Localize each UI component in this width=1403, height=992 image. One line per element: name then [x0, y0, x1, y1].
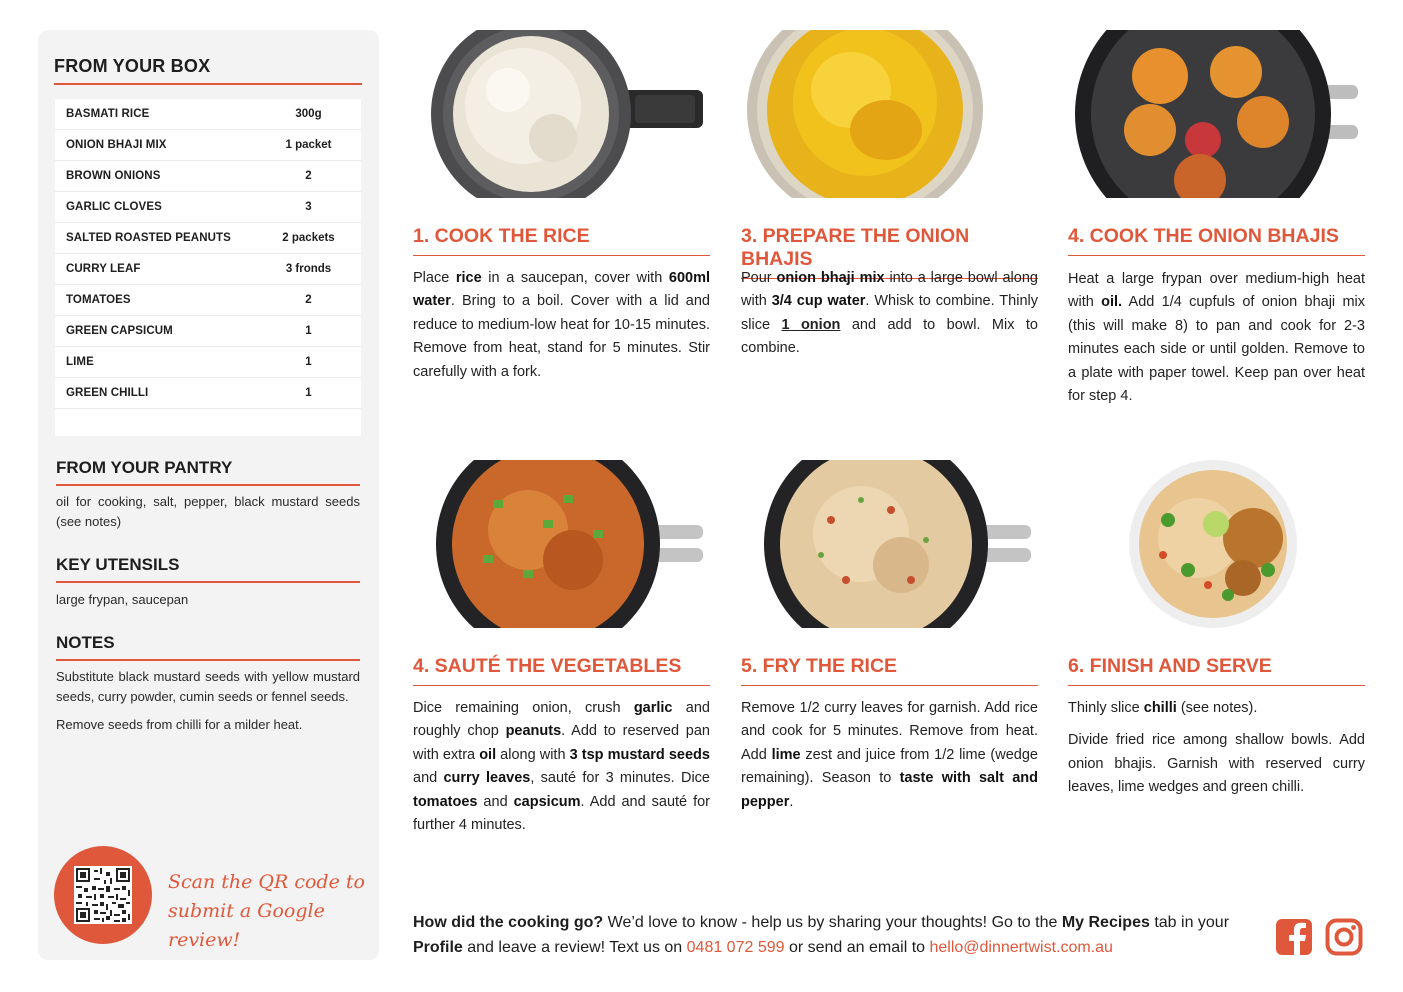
ingredient-name: CURRY LEAF — [66, 263, 141, 275]
text-segment: or send an email to — [784, 939, 930, 956]
step-paragraph — [1068, 697, 1365, 720]
bold-text: How did the cooking go? — [413, 914, 604, 931]
note-item: Substitute black mustard seeds with yellow mustard seeds, curry powder, cumin seeds or fennel seeds. — [56, 669, 360, 704]
step-5-title: 5. FRY THE RICE — [741, 655, 1038, 686]
text-segment: in a saucepan, cover with — [481, 270, 669, 286]
text-segment: along with — [496, 746, 570, 763]
ingredient-row — [55, 130, 361, 161]
text-segment: and leave a review! Text us on — [462, 939, 687, 956]
step-6-body — [1068, 697, 1365, 809]
bold-text: Profile — [413, 939, 463, 956]
text-segment: and — [413, 770, 444, 787]
bold-text: oil — [479, 746, 497, 763]
bold-text: tomatoes — [413, 793, 478, 810]
step-4b-title: 4. SAUTÉ THE VEGETABLES — [413, 655, 710, 686]
text-segment: Pour — [741, 270, 777, 286]
step-paragraph — [741, 267, 1038, 361]
step-paragraph — [741, 697, 1038, 814]
bold-text: lime — [771, 746, 801, 763]
contact-link[interactable]: 0481 072 599 — [686, 939, 785, 956]
photo-onion-bhaji-batter-bowl — [741, 30, 1038, 198]
photo-served-bowl — [1068, 460, 1365, 628]
text-segment: Add 1/4 cupfuls of onion bhaji mix (this will make 8) to pan and cook for 2-3 minutes each side or until golden. Remove to a plate with paper towel. Keep pan over heat for step 4. — [1068, 294, 1365, 405]
bold-text: rice — [455, 270, 482, 286]
note-item: Remove seeds from chilli for a milder heat. — [56, 717, 303, 732]
bold-text: My Recipes — [1061, 914, 1150, 931]
text-segment: . — [789, 793, 794, 810]
text-segment: . Whisk to combine. Thinly slice — [741, 293, 1038, 333]
photo-sauteed-vegetables — [413, 460, 710, 628]
ingredient-quantity: 3 fronds — [285, 263, 332, 275]
text-segment: Divide fried rice among shallow bowls. Add onion bhajis. Garnish with reserved curry leaves, lime wedges and green chilli. — [1068, 732, 1365, 796]
notes-text — [56, 667, 360, 743]
bold-text: 3 tsp mustard seeds — [569, 746, 710, 763]
bold-text: 600ml water — [413, 270, 710, 310]
step-5-body — [741, 697, 1038, 823]
ingredient-name: BROWN ONIONS — [66, 170, 161, 182]
ingredient-quantity: 2 — [305, 170, 312, 182]
ingredient-row — [55, 223, 361, 254]
ingredient-quantity: 2 packets — [282, 232, 335, 244]
bold-text: oil. — [1101, 294, 1123, 311]
ingredients-table — [55, 99, 361, 436]
text-segment: . Add to reserved pan with extra — [413, 723, 710, 763]
ingredient-row — [55, 316, 361, 347]
text-segment: and add to bowl. Mix to combine. — [741, 316, 1038, 357]
step-paragraph — [413, 267, 710, 384]
text-segment: and roughly chop — [413, 700, 710, 740]
bold-text: onion bhaji mix — [776, 270, 885, 286]
qr-note-line: Scan the QR code to — [168, 871, 365, 893]
ingredient-row — [55, 347, 361, 378]
step-6-title: 6. FINISH AND SERVE — [1068, 655, 1365, 686]
ingredient-quantity: 1 — [305, 387, 312, 399]
photo-cooked-rice-saucepan — [413, 30, 710, 198]
instagram-icon[interactable] — [1325, 918, 1363, 956]
photo-frying-bhajis — [1068, 30, 1365, 198]
bold-text: taste with salt and pepper — [741, 770, 1038, 810]
step-paragraph — [1068, 268, 1365, 408]
text-segment: . Bring to a boil. Cover with a lid and reduce to medium-low heat for 10-15 minutes. Remove from heat, stand for 5 minutes. Stir carefully with a fork. — [413, 293, 710, 380]
ingredient-name: BASMATI RICE — [66, 108, 150, 120]
ingredient-quantity: 1 — [305, 325, 312, 337]
ingredient-name: TOMATOES — [66, 294, 131, 306]
text-segment: and — [477, 793, 514, 810]
qr-code-badge[interactable] — [54, 846, 152, 944]
ingredient-name: ONION BHAJI MIX — [66, 139, 167, 151]
ingredients-panel — [38, 30, 379, 960]
step-1-body — [413, 267, 710, 393]
text-segment: Place — [413, 270, 456, 286]
ingredient-quantity: 1 — [305, 356, 312, 368]
bold-text: chilli — [1143, 700, 1177, 716]
text-segment: into a large bowl along with — [741, 270, 1038, 310]
key-utensils-title: KEY UTENSILS — [56, 555, 360, 583]
step-4b-body — [413, 697, 710, 846]
contact-link[interactable]: hello@dinnertwist.com.au — [929, 939, 1113, 956]
ingredient-row — [55, 285, 361, 316]
review-footer — [413, 910, 1263, 960]
pantry-text: oil for cooking, salt, pepper, black mustard seeds (see notes) — [56, 494, 360, 529]
photo-fried-rice-pan — [741, 460, 1038, 628]
text-segment: Dice remaining onion, crush — [413, 700, 634, 716]
text-segment: Remove 1/2 curry leaves for garnish. Add rice and cook for 5 minutes. Remove from heat. Add — [741, 700, 1038, 763]
step-3-title: 3. PREPARE THE ONION BHAJIS — [741, 225, 1038, 279]
bold-text: capsicum — [513, 793, 581, 810]
qr-review-note — [168, 868, 368, 955]
ingredient-row — [55, 99, 361, 130]
ingredient-row — [55, 378, 361, 409]
step-4-body — [1068, 268, 1365, 417]
ingredient-row — [55, 254, 361, 285]
ingredient-name: GREEN CHILLI — [66, 387, 149, 399]
utensils-text: large frypan, saucepan — [56, 592, 189, 607]
bold-text: garlic — [633, 700, 673, 716]
ingredient-quantity: 300g — [295, 108, 322, 120]
step-paragraph — [1068, 729, 1365, 799]
facebook-icon[interactable] — [1275, 918, 1313, 956]
qr-code-icon[interactable] — [74, 866, 132, 924]
step-4-title: 4. COOK THE ONION BHAJIS — [1068, 225, 1365, 256]
from-your-pantry-title: FROM YOUR PANTRY — [56, 458, 360, 486]
from-your-box-title: FROM YOUR BOX — [54, 56, 362, 85]
ingredient-quantity: 3 — [305, 201, 312, 213]
ingredient-name: GREEN CAPSICUM — [66, 325, 173, 337]
text-segment: (see notes). — [1176, 700, 1258, 716]
qr-note-line: submit a Google review! — [168, 900, 325, 951]
bold-text: curry leaves — [443, 770, 531, 787]
step-3-body — [741, 267, 1038, 370]
step-1-title: 1. COOK THE RICE — [413, 225, 710, 256]
text-segment: We’d love to know - help us by sharing your thoughts! Go to the — [603, 914, 1062, 931]
text-segment: Thinly slice — [1068, 700, 1144, 716]
ingredient-quantity: 1 packet — [285, 139, 332, 151]
bold-text: 3/4 cup water — [771, 293, 866, 310]
ingredient-row — [55, 192, 361, 223]
text-segment: . Add and sauté for further 4 minutes. — [413, 793, 711, 834]
ingredient-row — [55, 161, 361, 192]
text-segment: tab in your — [1149, 914, 1230, 931]
notes-title: NOTES — [56, 633, 360, 661]
underlined-text: 1 onion — [781, 316, 841, 333]
ingredient-name: SALTED ROASTED PEANUTS — [66, 232, 231, 244]
ingredient-name: GARLIC CLOVES — [66, 201, 162, 213]
ingredient-quantity: 2 — [305, 294, 312, 306]
text-segment: zest and juice from 1/2 lime (wedge remaining). Season to — [741, 746, 1038, 787]
ingredient-name: LIME — [66, 356, 94, 368]
text-segment: Heat a large frypan over medium-high heat with — [1068, 271, 1365, 311]
bold-text: peanuts — [505, 723, 562, 740]
step-paragraph — [413, 697, 710, 837]
text-segment: , sauté for 3 minutes. Dice — [530, 770, 710, 787]
